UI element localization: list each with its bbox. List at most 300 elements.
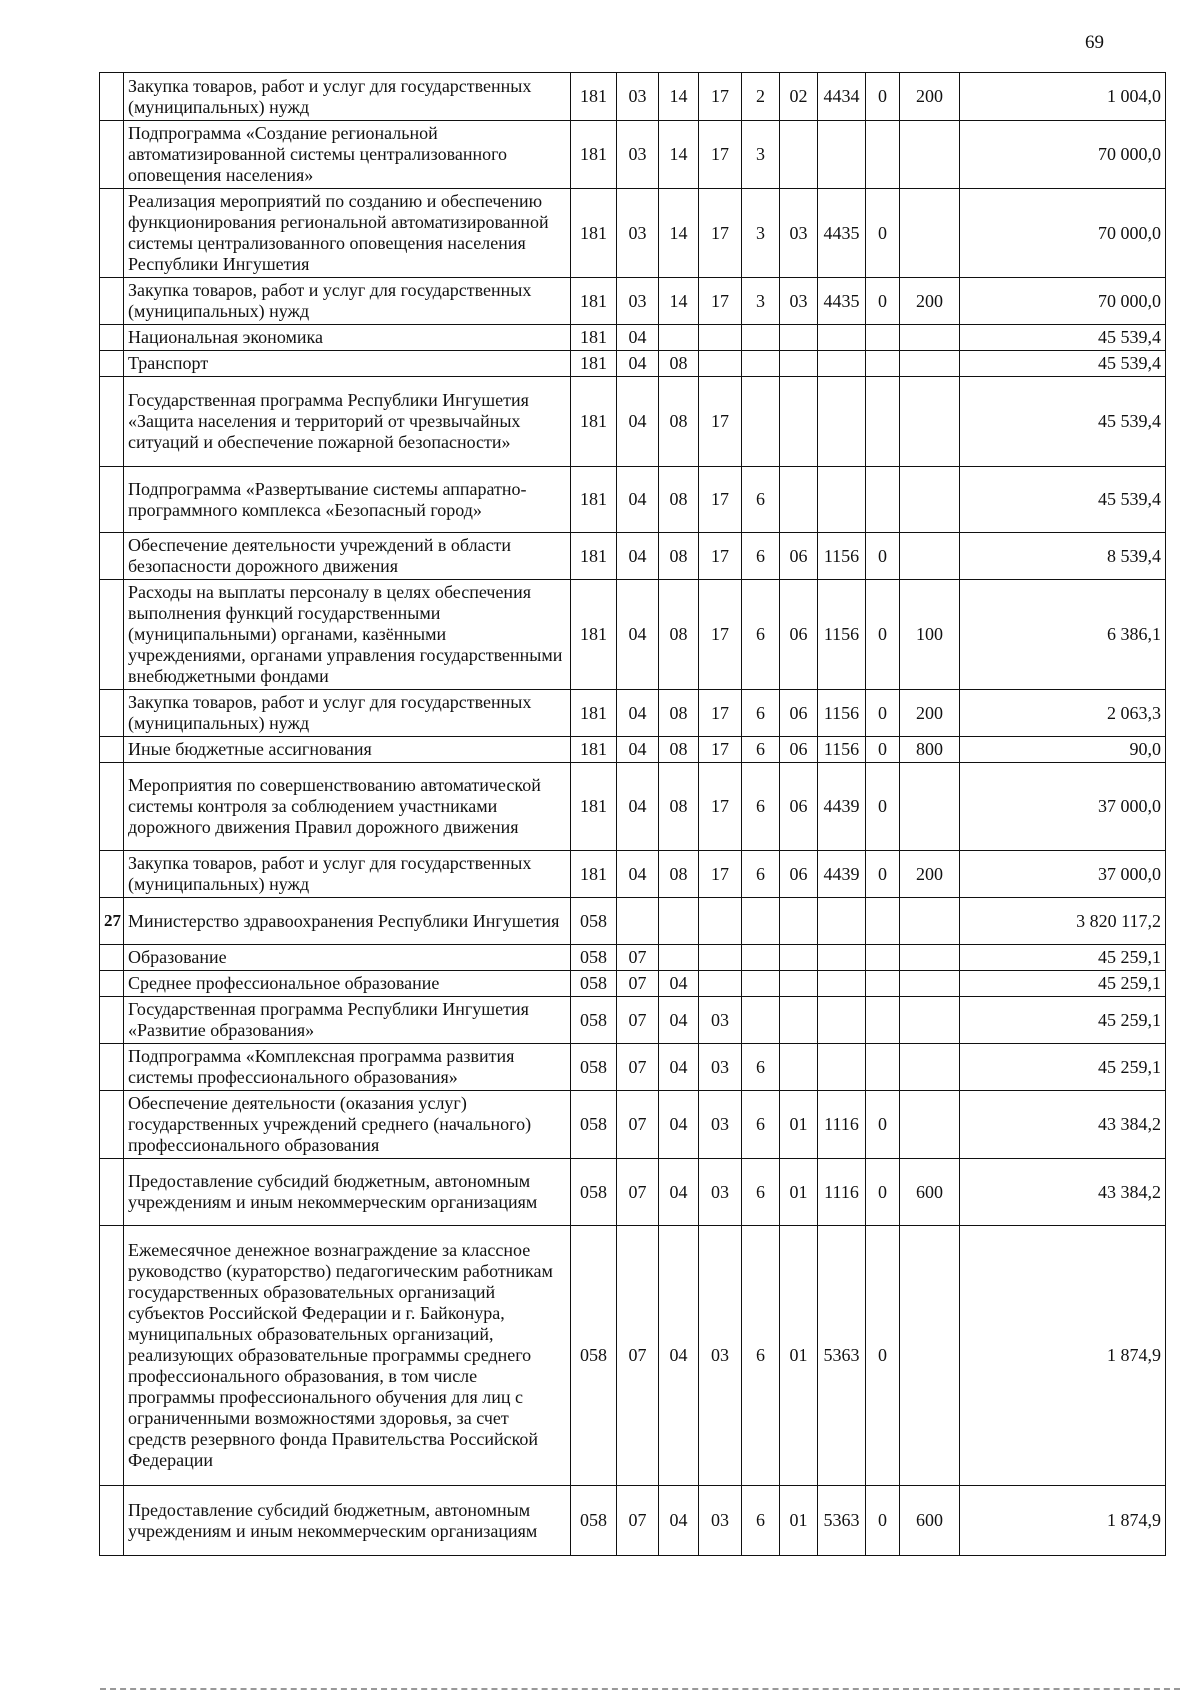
row-number [100, 1159, 124, 1226]
code-subsection: 08 [659, 467, 699, 533]
item-name: Подпрограмма «Создание региональной автоматизированной системы централизованного оповещения населения» [124, 121, 571, 189]
code-article: 4439 [818, 851, 866, 898]
code-direction [780, 377, 818, 467]
table-row [100, 121, 1166, 189]
code-extra [866, 1044, 900, 1091]
table-row [100, 1091, 1166, 1159]
row-number [100, 278, 124, 325]
code-expense-type: 600 [900, 1159, 960, 1226]
code-extra [866, 377, 900, 467]
code-ministry: 058 [571, 997, 617, 1044]
code-direction: 02 [780, 73, 818, 121]
code-direction: 06 [780, 533, 818, 580]
code-ministry: 058 [571, 971, 617, 997]
code-program: 17 [699, 189, 742, 278]
code-expense-type [900, 467, 960, 533]
code-expense-type [900, 121, 960, 189]
code-ministry: 181 [571, 580, 617, 690]
code-subprogram [742, 377, 780, 467]
code-program [699, 325, 742, 351]
row-number [100, 1044, 124, 1091]
code-expense-type [900, 351, 960, 377]
code-section: 07 [617, 971, 659, 997]
code-article: 1156 [818, 737, 866, 763]
code-extra [866, 898, 900, 945]
code-extra: 0 [866, 763, 900, 851]
code-extra [866, 467, 900, 533]
code-extra: 0 [866, 1486, 900, 1556]
table-row [100, 377, 1166, 467]
code-extra [866, 945, 900, 971]
amount: 1 874,9 [960, 1226, 1166, 1486]
code-subsection [659, 898, 699, 945]
code-program: 17 [699, 580, 742, 690]
code-program: 17 [699, 73, 742, 121]
code-direction: 06 [780, 763, 818, 851]
code-subprogram: 3 [742, 121, 780, 189]
code-expense-type: 600 [900, 1486, 960, 1556]
amount: 45 259,1 [960, 997, 1166, 1044]
code-direction: 06 [780, 737, 818, 763]
item-name: Среднее профессиональное образование [124, 971, 571, 997]
code-direction: 01 [780, 1226, 818, 1486]
amount: 37 000,0 [960, 763, 1166, 851]
amount: 1 004,0 [960, 73, 1166, 121]
item-name: Обеспечение деятельности (оказания услуг) государственных учреждений среднего (начального) профессионального образования [124, 1091, 571, 1159]
code-expense-type [900, 533, 960, 580]
code-expense-type: 200 [900, 278, 960, 325]
table-row [100, 467, 1166, 533]
amount: 45 539,4 [960, 351, 1166, 377]
code-extra: 0 [866, 851, 900, 898]
code-subsection: 14 [659, 121, 699, 189]
row-number [100, 351, 124, 377]
code-ministry: 181 [571, 690, 617, 737]
code-section: 07 [617, 1226, 659, 1486]
row-number [100, 1486, 124, 1556]
item-name: Государственная программа Республики Ингушетия «Защита населения и территорий от чрезвычайных ситуаций и обеспечение пожарной безопасности» [124, 377, 571, 467]
code-subsection: 08 [659, 763, 699, 851]
item-name: Мероприятия по совершенствованию автоматической системы контроля за соблюдением участниками дорожного движения Правил дорожного движения [124, 763, 571, 851]
item-name: Предоставление субсидий бюджетным, автономным учреждениям и иным некоммерческим организациям [124, 1159, 571, 1226]
code-article [818, 898, 866, 945]
code-ministry: 058 [571, 1044, 617, 1091]
code-program [699, 898, 742, 945]
table-row [100, 351, 1166, 377]
item-name: Министерство здравоохранения Республики Ингушетия [124, 898, 571, 945]
code-extra: 0 [866, 189, 900, 278]
code-expense-type [900, 325, 960, 351]
code-expense-type: 200 [900, 690, 960, 737]
code-subprogram: 6 [742, 737, 780, 763]
row-number [100, 945, 124, 971]
code-subsection [659, 945, 699, 971]
code-section: 03 [617, 278, 659, 325]
code-subprogram: 6 [742, 1091, 780, 1159]
code-article: 5363 [818, 1486, 866, 1556]
code-direction: 01 [780, 1091, 818, 1159]
row-number [100, 1226, 124, 1486]
code-article [818, 945, 866, 971]
code-extra: 0 [866, 580, 900, 690]
code-article [818, 997, 866, 1044]
code-section: 07 [617, 1159, 659, 1226]
code-direction: 06 [780, 690, 818, 737]
code-extra: 0 [866, 690, 900, 737]
code-subsection: 14 [659, 189, 699, 278]
item-name: Подпрограмма «Развертывание системы аппаратно-программного комплекса «Безопасный город» [124, 467, 571, 533]
amount: 70 000,0 [960, 121, 1166, 189]
code-ministry: 181 [571, 351, 617, 377]
code-ministry: 058 [571, 1226, 617, 1486]
code-subprogram: 2 [742, 73, 780, 121]
code-section: 07 [617, 945, 659, 971]
code-program [699, 351, 742, 377]
code-section: 04 [617, 325, 659, 351]
code-article [818, 377, 866, 467]
code-section: 04 [617, 737, 659, 763]
table-body [100, 73, 1166, 1556]
row-number [100, 189, 124, 278]
row-number [100, 580, 124, 690]
row-number [100, 325, 124, 351]
table-row [100, 1159, 1166, 1226]
row-number [100, 377, 124, 467]
code-ministry: 058 [571, 945, 617, 971]
row-number [100, 997, 124, 1044]
code-article: 1116 [818, 1091, 866, 1159]
code-article: 1156 [818, 690, 866, 737]
item-name: Национальная экономика [124, 325, 571, 351]
code-direction [780, 1044, 818, 1091]
code-program: 03 [699, 1159, 742, 1226]
table-row [100, 1226, 1166, 1486]
code-article [818, 971, 866, 997]
code-ministry: 058 [571, 1091, 617, 1159]
table-row [100, 533, 1166, 580]
table-row [100, 898, 1166, 945]
code-extra [866, 971, 900, 997]
code-ministry: 181 [571, 737, 617, 763]
code-ministry: 181 [571, 763, 617, 851]
item-name: Подпрограмма «Комплексная программа развития системы профессионального образования» [124, 1044, 571, 1091]
code-program: 03 [699, 1486, 742, 1556]
code-section [617, 898, 659, 945]
row-number [100, 73, 124, 121]
code-ministry: 181 [571, 189, 617, 278]
item-name: Государственная программа Республики Ингушетия «Развитие образования» [124, 997, 571, 1044]
row-number [100, 533, 124, 580]
table-row [100, 997, 1166, 1044]
code-program: 17 [699, 377, 742, 467]
table-row [100, 763, 1166, 851]
amount: 90,0 [960, 737, 1166, 763]
code-article: 4435 [818, 278, 866, 325]
code-subsection: 04 [659, 1226, 699, 1486]
code-ministry: 181 [571, 377, 617, 467]
amount: 43 384,2 [960, 1091, 1166, 1159]
amount: 45 259,1 [960, 1044, 1166, 1091]
item-name: Закупка товаров, работ и услуг для государственных (муниципальных) нужд [124, 851, 571, 898]
code-section: 04 [617, 690, 659, 737]
item-name: Закупка товаров, работ и услуг для государственных (муниципальных) нужд [124, 73, 571, 121]
code-program: 03 [699, 1044, 742, 1091]
code-ministry: 181 [571, 325, 617, 351]
code-program: 03 [699, 1226, 742, 1486]
code-subprogram [742, 997, 780, 1044]
code-ministry: 181 [571, 467, 617, 533]
item-name: Расходы на выплаты персоналу в целях обеспечения выполнения функций государственными (муниципальными) органами, казёнными учреждениями, органами управления государственными внебюджетными фондами [124, 580, 571, 690]
code-expense-type: 200 [900, 851, 960, 898]
code-subsection: 08 [659, 351, 699, 377]
code-extra [866, 325, 900, 351]
item-name: Ежемесячное денежное вознаграждение за классное руководство (кураторство) педагогическим работникам государственных образовательных организаций субъектов Российской Федерации и г. Байконура, муниципальных образовательных организаций, реализующих образовательные программы среднего профессионального образования, в том числе программы профессионального обучения для лиц с ограниченными возможностями здоровья, за счет средств резервного фонда Правительства Российской Федерации [124, 1226, 571, 1486]
row-number: 27 [100, 898, 124, 945]
code-expense-type [900, 189, 960, 278]
amount: 3 820 117,2 [960, 898, 1166, 945]
code-subsection: 08 [659, 690, 699, 737]
code-subprogram: 6 [742, 1159, 780, 1226]
table-row [100, 278, 1166, 325]
code-section: 04 [617, 851, 659, 898]
row-number [100, 737, 124, 763]
code-subprogram [742, 898, 780, 945]
row-number [100, 121, 124, 189]
code-extra [866, 351, 900, 377]
code-subprogram: 6 [742, 1226, 780, 1486]
code-expense-type [900, 763, 960, 851]
page-number: 69 [1085, 32, 1104, 53]
row-number [100, 690, 124, 737]
item-name: Закупка товаров, работ и услуг для государственных (муниципальных) нужд [124, 278, 571, 325]
code-program: 17 [699, 763, 742, 851]
code-subprogram: 6 [742, 763, 780, 851]
table-row [100, 851, 1166, 898]
code-subsection: 08 [659, 851, 699, 898]
code-direction [780, 945, 818, 971]
table-row [100, 1486, 1166, 1556]
code-direction [780, 997, 818, 1044]
amount: 43 384,2 [960, 1159, 1166, 1226]
code-subprogram: 6 [742, 851, 780, 898]
code-subprogram [742, 325, 780, 351]
item-name: Реализация мероприятий по созданию и обеспечению функционирования региональной автоматизированной системы централизованного оповещения населения Республики Ингушетия [124, 189, 571, 278]
amount: 70 000,0 [960, 278, 1166, 325]
code-subprogram: 6 [742, 580, 780, 690]
code-article: 4434 [818, 73, 866, 121]
table-row [100, 189, 1166, 278]
code-extra: 0 [866, 533, 900, 580]
code-extra [866, 997, 900, 1044]
code-ministry: 058 [571, 1486, 617, 1556]
code-subsection: 04 [659, 1159, 699, 1226]
code-expense-type: 200 [900, 73, 960, 121]
code-article: 5363 [818, 1226, 866, 1486]
item-name: Транспорт [124, 351, 571, 377]
code-article [818, 467, 866, 533]
item-name: Обеспечение деятельности учреждений в области безопасности дорожного движения [124, 533, 571, 580]
code-subsection: 14 [659, 73, 699, 121]
table-row [100, 325, 1166, 351]
amount: 45 259,1 [960, 971, 1166, 997]
code-ministry: 058 [571, 1159, 617, 1226]
code-article: 1116 [818, 1159, 866, 1226]
code-subsection: 04 [659, 997, 699, 1044]
code-subprogram [742, 971, 780, 997]
row-number [100, 467, 124, 533]
code-direction: 03 [780, 189, 818, 278]
code-extra: 0 [866, 73, 900, 121]
code-ministry: 181 [571, 121, 617, 189]
row-number [100, 763, 124, 851]
table-row [100, 690, 1166, 737]
code-subprogram: 6 [742, 1486, 780, 1556]
code-subsection: 04 [659, 1044, 699, 1091]
code-expense-type [900, 898, 960, 945]
code-direction [780, 467, 818, 533]
code-section: 04 [617, 580, 659, 690]
code-extra: 0 [866, 1091, 900, 1159]
code-program: 03 [699, 1091, 742, 1159]
row-number [100, 1091, 124, 1159]
amount: 45 539,4 [960, 325, 1166, 351]
code-program [699, 945, 742, 971]
code-program [699, 971, 742, 997]
code-section: 07 [617, 1091, 659, 1159]
code-program: 17 [699, 737, 742, 763]
code-subsection: 08 [659, 737, 699, 763]
code-extra: 0 [866, 1226, 900, 1486]
code-section: 03 [617, 121, 659, 189]
code-expense-type [900, 1226, 960, 1486]
code-direction [780, 351, 818, 377]
code-extra: 0 [866, 278, 900, 325]
code-direction: 03 [780, 278, 818, 325]
code-direction: 01 [780, 1159, 818, 1226]
code-direction: 06 [780, 851, 818, 898]
row-number [100, 971, 124, 997]
code-subsection: 08 [659, 377, 699, 467]
code-program: 17 [699, 121, 742, 189]
code-article: 4439 [818, 763, 866, 851]
code-ministry: 181 [571, 278, 617, 325]
code-article: 4435 [818, 189, 866, 278]
code-expense-type: 100 [900, 580, 960, 690]
code-subprogram: 6 [742, 533, 780, 580]
code-direction [780, 121, 818, 189]
amount: 37 000,0 [960, 851, 1166, 898]
code-article: 1156 [818, 533, 866, 580]
code-ministry: 058 [571, 898, 617, 945]
table-row [100, 580, 1166, 690]
code-program: 17 [699, 278, 742, 325]
amount: 8 539,4 [960, 533, 1166, 580]
code-section: 03 [617, 189, 659, 278]
code-program: 17 [699, 851, 742, 898]
code-subsection: 04 [659, 971, 699, 997]
code-subprogram [742, 351, 780, 377]
code-section: 03 [617, 73, 659, 121]
code-article: 1156 [818, 580, 866, 690]
code-direction [780, 325, 818, 351]
table-row [100, 971, 1166, 997]
code-direction: 01 [780, 1486, 818, 1556]
table-row [100, 1044, 1166, 1091]
code-section: 04 [617, 763, 659, 851]
amount: 45 539,4 [960, 467, 1166, 533]
code-extra: 0 [866, 737, 900, 763]
code-subsection: 04 [659, 1486, 699, 1556]
budget-table [99, 72, 1166, 1556]
table-row [100, 737, 1166, 763]
code-direction [780, 898, 818, 945]
code-section: 04 [617, 377, 659, 467]
code-expense-type [900, 945, 960, 971]
code-subsection: 14 [659, 278, 699, 325]
code-program: 17 [699, 467, 742, 533]
code-subprogram: 6 [742, 1044, 780, 1091]
code-subprogram: 6 [742, 467, 780, 533]
code-subsection: 08 [659, 580, 699, 690]
code-ministry: 181 [571, 851, 617, 898]
code-extra [866, 121, 900, 189]
item-name: Закупка товаров, работ и услуг для государственных (муниципальных) нужд [124, 690, 571, 737]
code-section: 07 [617, 1044, 659, 1091]
amount: 45 539,4 [960, 377, 1166, 467]
code-expense-type: 800 [900, 737, 960, 763]
table-row [100, 945, 1166, 971]
code-section: 04 [617, 533, 659, 580]
code-direction: 06 [780, 580, 818, 690]
code-section: 04 [617, 351, 659, 377]
code-article [818, 325, 866, 351]
amount: 70 000,0 [960, 189, 1166, 278]
code-section: 04 [617, 467, 659, 533]
code-program: 17 [699, 533, 742, 580]
code-section: 07 [617, 997, 659, 1044]
code-expense-type [900, 997, 960, 1044]
code-subprogram: 3 [742, 189, 780, 278]
bottom-rule [100, 1688, 1180, 1690]
code-subsection [659, 325, 699, 351]
code-ministry: 181 [571, 73, 617, 121]
amount: 45 259,1 [960, 945, 1166, 971]
amount: 1 874,9 [960, 1486, 1166, 1556]
item-name: Образование [124, 945, 571, 971]
amount: 6 386,1 [960, 580, 1166, 690]
code-expense-type [900, 1044, 960, 1091]
code-subsection: 08 [659, 533, 699, 580]
code-subsection: 04 [659, 1091, 699, 1159]
amount: 2 063,3 [960, 690, 1166, 737]
code-program: 03 [699, 997, 742, 1044]
table-row [100, 73, 1166, 121]
item-name: Предоставление субсидий бюджетным, автономным учреждениям и иным некоммерческим организациям [124, 1486, 571, 1556]
code-ministry: 181 [571, 533, 617, 580]
code-program: 17 [699, 690, 742, 737]
code-article [818, 1044, 866, 1091]
code-direction [780, 971, 818, 997]
code-subprogram: 3 [742, 278, 780, 325]
code-expense-type [900, 1091, 960, 1159]
code-section: 07 [617, 1486, 659, 1556]
code-extra: 0 [866, 1159, 900, 1226]
code-expense-type [900, 971, 960, 997]
row-number [100, 851, 124, 898]
code-subprogram: 6 [742, 690, 780, 737]
code-article [818, 351, 866, 377]
item-name: Иные бюджетные ассигнования [124, 737, 571, 763]
